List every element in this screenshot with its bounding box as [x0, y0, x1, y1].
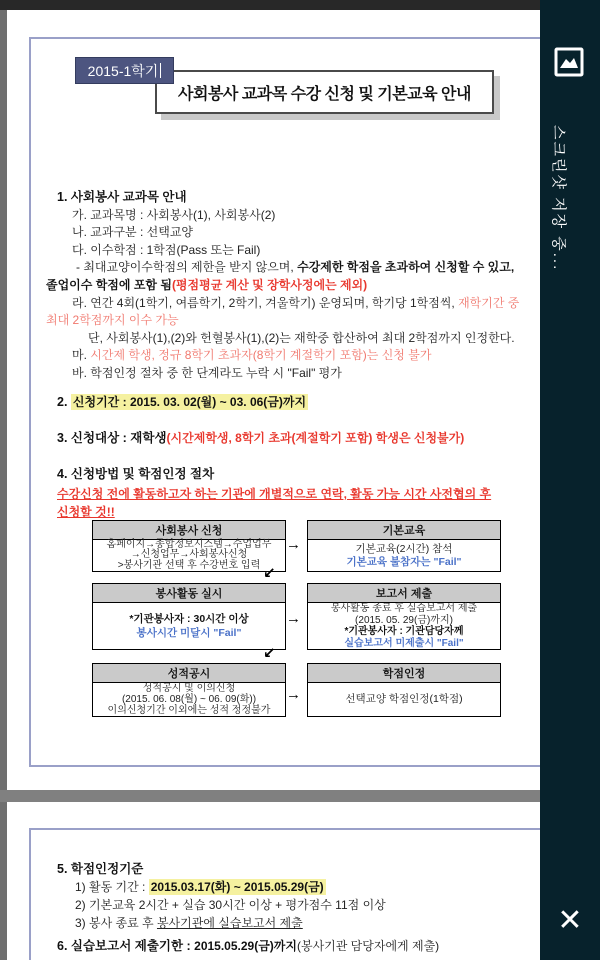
item-da-sub2: 졸업이수 학점에 포함 됨(평점평균 계산 및 장학사정에는 제외) [46, 277, 368, 292]
flow-box-apply: 사회봉사 신청 홈페이지→종합정보시스템→수업업무 →신청업무→사회봉사신청 >봉사기관 선택 후 수강번호 입력 [92, 520, 286, 572]
item-ra-cont: 최대 2학점까지 이수 가능 [46, 313, 179, 328]
saving-status-text: 스크린샷 저장 중... [550, 125, 567, 272]
right-arrow-icon: → [286, 536, 301, 553]
section-3-eligibility: 3. 신청대상 : 재학생(시간제학생, 8학기 초과(계절학기 포함) 학생은 신청불가) [57, 431, 465, 445]
criteria-item-3: 3) 봉사 종료 후 봉사기관에 실습보고서 제출 [75, 916, 303, 930]
item-ma: 마. 시간제 학생, 정규 8학기 초과자(8학기 계절학기 포함)는 신청 불가 [72, 348, 432, 363]
down-left-arrow-icon: ↙ [263, 645, 276, 662]
criteria-item-1: 1) 활동 기간 : 2015.03.17(화) ~ 2015.05.29(금) [75, 880, 324, 894]
item-ga: 가. 교과목명 : 사회봉사(1), 사회봉사(2) [72, 207, 276, 222]
flow-box-basic-education: 기본교육 기본교육(2시간) 참석 기본교육 불참자는 "Fail" [307, 520, 501, 572]
warning-line-2: 신청할 것!! [57, 505, 115, 519]
section-4-heading: 4. 신청방법 및 학점인정 절차 [57, 467, 215, 481]
item-dan: 단, 사회봉사(1),(2)와 헌혈봉사(1),(2)는 재학중 합산하여 최대 2학점까지 인정한다. [88, 330, 515, 345]
item-ba: 바. 학점인정 절차 중 한 단계라도 누락 시 "Fail" 평가 [72, 365, 342, 380]
item-da: 다. 이수학점 : 1학점(Pass 또는 Fail) [72, 242, 261, 257]
right-arrow-icon: → [286, 610, 301, 627]
section-1-heading: 1. 사회봉사 교과목 안내 [57, 190, 187, 204]
section-5-heading: 5. 학점인정기준 [57, 862, 144, 876]
top-bar [0, 0, 600, 10]
criteria-item-2: 2) 기본교육 2시간 + 실습 30시간 이상 + 평가점수 11점 이상 [75, 898, 386, 912]
text-cursor [160, 63, 161, 78]
warning-line-1: 수강신청 전에 활동하고자 하는 기관에 개별적으로 연락, 활동 가능 시간 사전협의 후 [57, 487, 492, 501]
section-1-course-guide [46, 189, 536, 383]
section-6-report-deadline: 6. 실습보고서 제출기한 : 2015.05.29(금)까지(봉사기관 담당자에게 제출) [57, 939, 440, 953]
activity-period-highlight: 2015.03.17(화) ~ 2015.05.29(금) [150, 880, 324, 894]
page-title: 사회봉사 교과목 수강 신청 및 기본교육 안내 [178, 85, 471, 103]
down-left-arrow-icon: ↙ [263, 565, 276, 582]
image-icon[interactable] [554, 47, 584, 77]
flow-box-grade-announcement: 성적공시 성적공시 및 이의신청 (2015. 06. 08(월) ~ 06. 09(화)) 이의신청기간 이외에는 성적 정정불가 [92, 663, 286, 717]
page-gap [0, 790, 540, 802]
document-title-box [155, 70, 494, 114]
item-ra: 라. 연간 4회(1학기, 여름학기, 2학기, 겨울학기) 운영되며, 학기당 1학점씩, 재학기간 중 [72, 295, 520, 310]
period-highlight: 신청기간 : 2015. 03. 02(월) ~ 03. 06(금)까지 [72, 395, 307, 409]
flow-box-report-submission: 보고서 제출 봉사활동 종료 후 실습보고서 제출 (2015. 05. 29(금)까지) *기관봉사자 : 기관담당자께 실습보고서 미제출시 "Fail" [307, 583, 501, 650]
semester-badge [75, 57, 174, 84]
section-5-credit-criteria [46, 860, 536, 932]
semester-badge-label: 2015-1학기 [87, 62, 159, 79]
flow-box-credit-recognition: 학점인정 선택교양 학점인정(1학점) [307, 663, 501, 717]
right-arrow-icon: → [286, 686, 301, 703]
section-2-application-period: 2. 신청기간 : 2015. 03. 02(월) ~ 03. 06(금)까지 [57, 395, 307, 409]
item-na: 나. 교과구분 : 선택교양 [72, 225, 193, 240]
left-margin [0, 10, 7, 960]
close-icon[interactable]: ✕ [557, 903, 583, 937]
item-da-sub: - 최대교양이수학점의 제한을 받지 않으며, 수강제한 학점을 초과하여 신청할 수 있고, [76, 260, 515, 275]
flow-box-volunteer-activity: 봉사활동 실시 *기관봉사자 : 30시간 이상 봉사시간 미달시 "Fail" [92, 583, 286, 650]
screenshot-save-sidebar [540, 0, 600, 960]
